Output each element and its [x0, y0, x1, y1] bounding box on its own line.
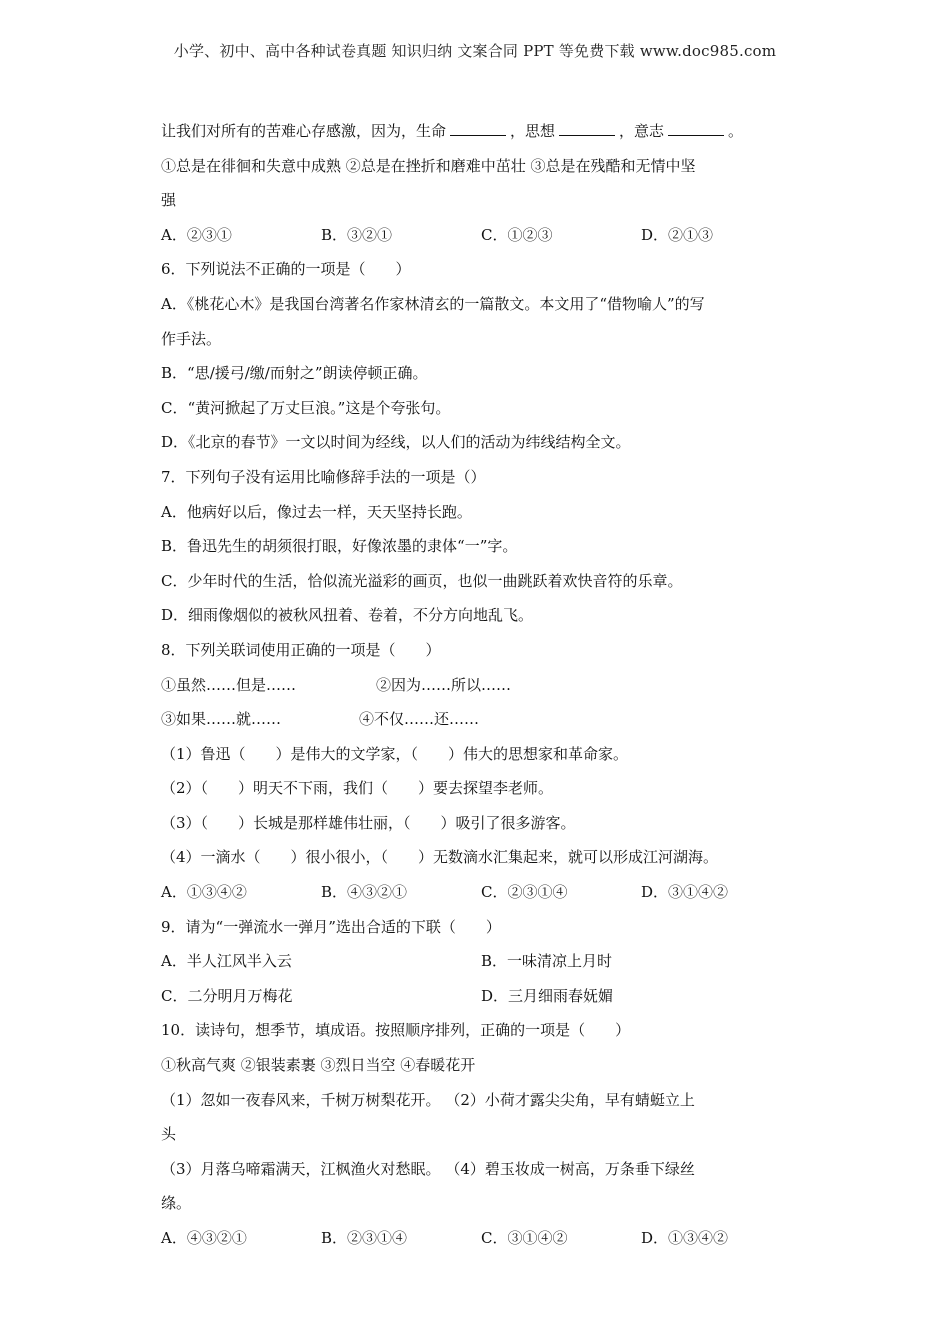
- q10-idioms: ①秋高气爽 ②银装素裹 ③烈日当空 ④春暖花开: [161, 1056, 476, 1075]
- exam-content: [161, 114, 801, 1256]
- q8-conj-3: ③如果……就……: [161, 710, 282, 729]
- q8-option-c[interactable]: C．②③①④: [481, 883, 568, 902]
- q8-sentence-4: （4）一滴水（ ）很小很小，（ ）无数滴水汇集起来，就可以形成江河湖海。: [161, 848, 719, 867]
- page-header: 小学、初中、高中各种试卷真题 知识归纳 文案合同 PPT 等免费下载 www.doc985.com: [173, 42, 777, 60]
- q8-conj-row2: [161, 702, 801, 737]
- q10-stem: 10．读诗句，想季节，填成语。按照顺序排列，正确的一项是（ ）: [161, 1021, 631, 1040]
- q10-poems-line2: （3）月落乌啼霜满天，江枫渔火对愁眠。 （4）碧玉妆成一树高，万条垂下绿丝: [161, 1159, 695, 1178]
- q10-options: [161, 1221, 801, 1256]
- q5-option-d[interactable]: D．②①③: [641, 225, 714, 244]
- q5-option-b[interactable]: B．③②①: [321, 225, 393, 244]
- q8-stem: 8．下列关联词使用正确的一项是（ ）: [161, 640, 441, 659]
- blank-2[interactable]: [559, 121, 615, 136]
- q5-option-a[interactable]: A．②③①: [161, 225, 232, 244]
- q10-option-b[interactable]: B．②③①④: [321, 1229, 408, 1247]
- q6-option-b[interactable]: B．“思/援弓/缴/而射之”朗读停顿正确。: [161, 364, 428, 383]
- q6-stem: 6．下列说法不正确的一项是（ ）: [161, 260, 411, 279]
- q7-option-a[interactable]: A．他病好以后，像过去一样，天天坚持长跑。: [161, 502, 472, 521]
- q10-poems-line2b: 绦。: [161, 1194, 192, 1213]
- q5-stem-d: 。: [728, 122, 744, 140]
- q5-stem-a: 让我们对所有的苦难心存感激，因为，生命: [161, 122, 447, 140]
- q8-sentence-1: （1）鲁迅（ ）是伟大的文学家，（ ）伟大的思想家和革命家。: [161, 744, 629, 763]
- q10-option-a[interactable]: A．④③②①: [161, 1229, 247, 1247]
- q5-stem-b: ，思想: [510, 122, 556, 140]
- q8-option-a[interactable]: A．①③④②: [161, 883, 247, 902]
- q7-option-d[interactable]: D．细雨像烟似的被秋风扭着、卷着，不分方向地乱飞。: [161, 606, 534, 625]
- q5-options: [161, 218, 801, 253]
- q5-items-line2: 强: [161, 191, 177, 210]
- blank-1[interactable]: [450, 121, 506, 136]
- q8-option-d[interactable]: D．③①④②: [641, 883, 729, 902]
- q8-conj-4: ④不仅……还……: [359, 710, 480, 729]
- q9-option-c[interactable]: C．二分明月万梅花: [161, 986, 293, 1005]
- q9-stem: 9．请为“一弹流水一弹月”选出合适的下联（ ）: [161, 917, 501, 936]
- q7-option-c[interactable]: C．少年时代的生活，恰似流光溢彩的画页，也似一曲跳跃着欢快音符的乐章。: [161, 571, 683, 590]
- q9-option-a[interactable]: A．半人江风半入云: [161, 952, 292, 971]
- q9-options-row1: [161, 944, 801, 979]
- q6-option-a-line1[interactable]: A．《桃花心木》是我国台湾著名作家林清玄的一篇散文。本文用了“借物喻人”的写: [161, 294, 705, 313]
- q9-options-row2: [161, 979, 801, 1014]
- q5-option-c[interactable]: C．①②③: [481, 225, 553, 244]
- q8-conj-1: ①虽然……但是……: [161, 675, 297, 694]
- q7-option-b[interactable]: B．鲁迅先生的胡须很打眼，好像浓墨的隶体“一”字。: [161, 537, 518, 556]
- q8-conj-row1: [161, 668, 801, 703]
- q6-option-a-line2[interactable]: 作手法。: [161, 329, 222, 348]
- blank-3[interactable]: [668, 121, 724, 136]
- q8-sentence-2: （2）（ ）明天不下雨，我们（ ）要去探望李老师。: [161, 779, 554, 798]
- q5-stem-c: ，意志: [619, 122, 665, 140]
- q6-option-d[interactable]: D．《北京的春节》一文以时间为经线，以人们的活动为纬线结构全文。: [161, 433, 631, 452]
- q9-option-d[interactable]: D．三月细雨春妩媚: [481, 986, 614, 1005]
- q10-option-c[interactable]: C．③①④②: [481, 1229, 568, 1247]
- q5-items-line1: ①总是在徘徊和失意中成熟 ②总是在挫折和磨难中茁壮 ③总是在残酷和无情中坚: [161, 156, 696, 175]
- q9-option-b[interactable]: B．一味清凉上月时: [481, 952, 613, 971]
- q10-poems-line1b: 头: [161, 1125, 177, 1144]
- q10-poems-line1: （1）忽如一夜春风来，千树万树梨花开。 （2）小荷才露尖尖角，早有蜻蜓立上: [161, 1090, 695, 1109]
- q6-option-c[interactable]: C．“黄河掀起了万丈巨浪。”这是个夸张句。: [161, 398, 451, 417]
- q8-conj-2: ②因为……所以……: [376, 675, 512, 694]
- q10-option-d[interactable]: D．①③④②: [641, 1229, 729, 1247]
- q7-stem: 7．下列句子没有运用比喻修辞手法的一项是（）: [161, 467, 486, 486]
- q8-option-b[interactable]: B．④③②①: [321, 883, 408, 902]
- q8-options: [161, 875, 801, 910]
- q5-stem: [161, 114, 801, 149]
- q8-sentence-3: （3）（ ）长城是那样雄伟壮丽，（ ）吸引了很多游客。: [161, 813, 576, 832]
